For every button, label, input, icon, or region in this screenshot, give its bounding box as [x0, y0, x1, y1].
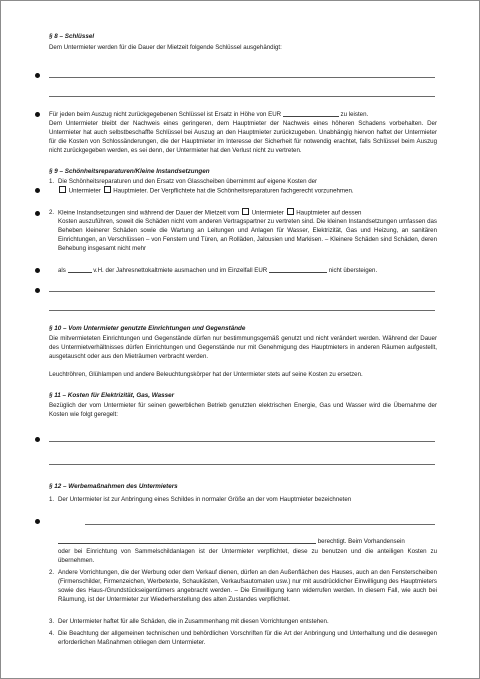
key-list-line-2[interactable] — [49, 96, 435, 97]
section-8-para-a: Für jeden beim Auszug nicht zurückgegebenen Schlüssel ist Ersatz in Höhe von EUR — [49, 111, 282, 118]
section-12-berechtigt-row — [58, 537, 437, 546]
option-label: Untermieter — [68, 187, 101, 195]
section-8-para-b: zu leisten. — [340, 111, 369, 118]
section-10-heading: § 10 – Vom Untermieter genutzte Einrichtungen und Gegenstände — [49, 325, 246, 332]
item-number: 4. — [49, 630, 55, 637]
section-9-heading: § 9 – Schönheitsreparaturen/Kleine Instandsetzungen — [49, 168, 210, 175]
bullet-marker — [35, 112, 40, 117]
section-11-heading: § 11 – Kosten für Elektrizität, Gas, Wasser — [49, 392, 175, 399]
section-9-item-1b — [58, 186, 437, 196]
item-number: 2. — [49, 569, 55, 576]
text-als: als — [58, 267, 66, 274]
bullet-marker — [35, 188, 40, 193]
checkbox-untermieter[interactable] — [59, 186, 66, 193]
section-12-heading: § 12 – Werbemaßnahmen des Untermieters — [49, 483, 178, 490]
section-10-para-1: Die mitvermieteten Einrichtungen und Gegenstände dürfen nur bestimmungsgemäß genutzt und nicht verändert werden. Während der Dauer des Untermietverhältnisses dürfen Einrichtungen und Gegenstände nur mit Genehmigung des Hauptmieters in anderen Räumen aufgestellt, ausgetauscht oder aus den Mieträumen verbracht werden. — [49, 335, 437, 360]
section-9-item-2-rest: Kosten auszuführen, soweit die Schäden nicht vom anderen Vertragspartner zu vertreten sind. Die kleinen Instandsetzungen umfassen das Beheben kleinerer Schäden sowie die Wartung an Leitungen und Anlagen für Wasser, Elektrizität, Gas und Heizung, an sanitären Einrichtungen, an Verschlüssen – von Fenstern und Türen, an Rolläden, Jalousien und Markisen. – Kleinere Schäden sind Schäden, deren Behebung insgesamt nicht mehr — [58, 218, 437, 252]
section-9-limits — [58, 266, 437, 275]
text-berechtigt: berechtigt. Beim Vorhandensein — [317, 538, 405, 545]
section-12-item-2: Andere Vorrichtungen, die der Werbung oder dem Verkauf dienen, dürfen an den Außenflächen des Hauses, auch an den Fensterscheiben (Firmenschilder, Firmenzeichen, Werbetexte, Schaukästen, Verkaufsautomaten usw.) nur mit ausdrücklicher Einwilligung des Hauptmieters sowie des Haus-/Grundstückseigentümers angebracht werden. – Die Einwilligung kann widerrufen werden. In diesem Fall, wie auch bei Räumung, ist der Untermieter zur Wiederherstellung des alten Zustandes verpflichtet. — [58, 569, 437, 603]
section-11-para: Bezüglich der vom Untermieter für seinen gewerblichen Betrieb genutzten elektrischen Energie, Gas und Wasser wird die Übernahme der Kosten wie folgt geregelt: — [49, 402, 437, 418]
single-case-amount-field[interactable] — [269, 266, 327, 273]
sign-area-line-1[interactable] — [85, 524, 435, 525]
section-8-para-rest: Dem Untermieter bleibt der Nachweis eines geringeren, dem Hauptmieter der Nachweis eines höheren Schadens vorbehalten. Der Untermieter hat auch selbstbeschaffte Schlüssel bei Auszug an den Hauptmieter zurückzugeben. Unabhängig hiervon haftet der Untermieter für die Kosten von Schlossänderungen, die der Hauptmieter im Interesse der Sicherheit für notwendig erachtet, falls Schlüssel beim Auszug nicht zurückgegeben werden, es sei denn, der Untermieter hat den Verlust nicht zu vertreten. — [49, 120, 437, 154]
text-nicht: nicht übersteigen. — [328, 267, 378, 274]
key-list-line-1[interactable] — [49, 77, 435, 78]
section-12-item-4: Die Beachtung der allgemeinen technischen und behördlichen Vorschriften für die Art der Anbringung und Unterhaltung und die deswegen erforderlichen Maßnahmen obliegen dem Untermieter. — [58, 630, 437, 646]
section-12-item-3: Der Untermieter haftet für alle Schäden, die in Zusammenhang mit diesen Vorrichtungen entstehen. — [58, 618, 329, 625]
section-9-item-2a: Kleine Instandsetzungen sind während der Dauer der Mietzeit vom — [58, 209, 240, 217]
cost-rule-line-1[interactable] — [49, 441, 435, 442]
item-number: 2. — [49, 209, 55, 216]
bullet-marker — [35, 288, 40, 293]
bullet-marker — [35, 211, 40, 216]
section-8-heading: § 8 – Schlüssel — [49, 33, 95, 40]
text-vh: v.H. der Jahresnettokaltmiete ausmachen und im Einzelfall EUR — [93, 267, 268, 274]
option-label: Hauptmieter auf dessen — [296, 209, 362, 217]
option-label: Untermieter — [251, 209, 284, 217]
percentage-field[interactable] — [68, 266, 92, 273]
option-label: Hauptmieter. — [113, 187, 149, 195]
bullet-marker — [35, 268, 40, 273]
section-12-item-1-rest: oder bei Einrichtung von Sammelschildanlagen ist der Untermieter verpflichtet, diese zu benutzen und die anteiligen Kosten zu übernehmen. — [58, 548, 437, 564]
item-number: 1. — [49, 178, 55, 185]
sign-area-line-2[interactable] — [58, 537, 316, 544]
bullet-marker — [35, 437, 40, 442]
cost-rule-line-2[interactable] — [49, 464, 435, 465]
section-9-item-1b-text: Der Verpflichtete hat die Schönheitsreparaturen fachgerecht vorzunehmen. — [149, 187, 354, 195]
item-number: 3. — [49, 618, 55, 625]
section-12-item-1: Der Untermieter ist zur Anbringung eines Schildes in normaler Größe an der vom Hauptmieter bezeichneten — [58, 496, 352, 503]
bullet-marker — [35, 73, 40, 78]
key-replacement-amount-field[interactable] — [283, 110, 339, 117]
extra-line-1[interactable] — [49, 291, 435, 292]
checkbox-hauptmieter-2[interactable] — [287, 208, 294, 215]
extra-line-2[interactable] — [49, 310, 435, 311]
checkbox-hauptmieter[interactable] — [104, 186, 111, 193]
section-8-para-line1 — [49, 110, 437, 119]
checkbox-untermieter-2[interactable] — [242, 208, 249, 215]
bullet-marker — [35, 519, 40, 524]
section-8-intro: Dem Untermieter werden für die Dauer der Mietzeit folgende Schlüssel ausgehändigt: — [49, 44, 282, 51]
section-10-para-2: Leuchtröhren, Glühlampen und andere Beleuchtungskörper hat der Untermieter stets auf seine Kosten zu ersetzen. — [49, 371, 363, 378]
item-number: 1. — [49, 496, 55, 503]
section-9-item-1a: Die Schönheitsreparaturen und den Ersatz von Glasscheiben übernimmt auf eigene Kosten der — [58, 178, 318, 185]
